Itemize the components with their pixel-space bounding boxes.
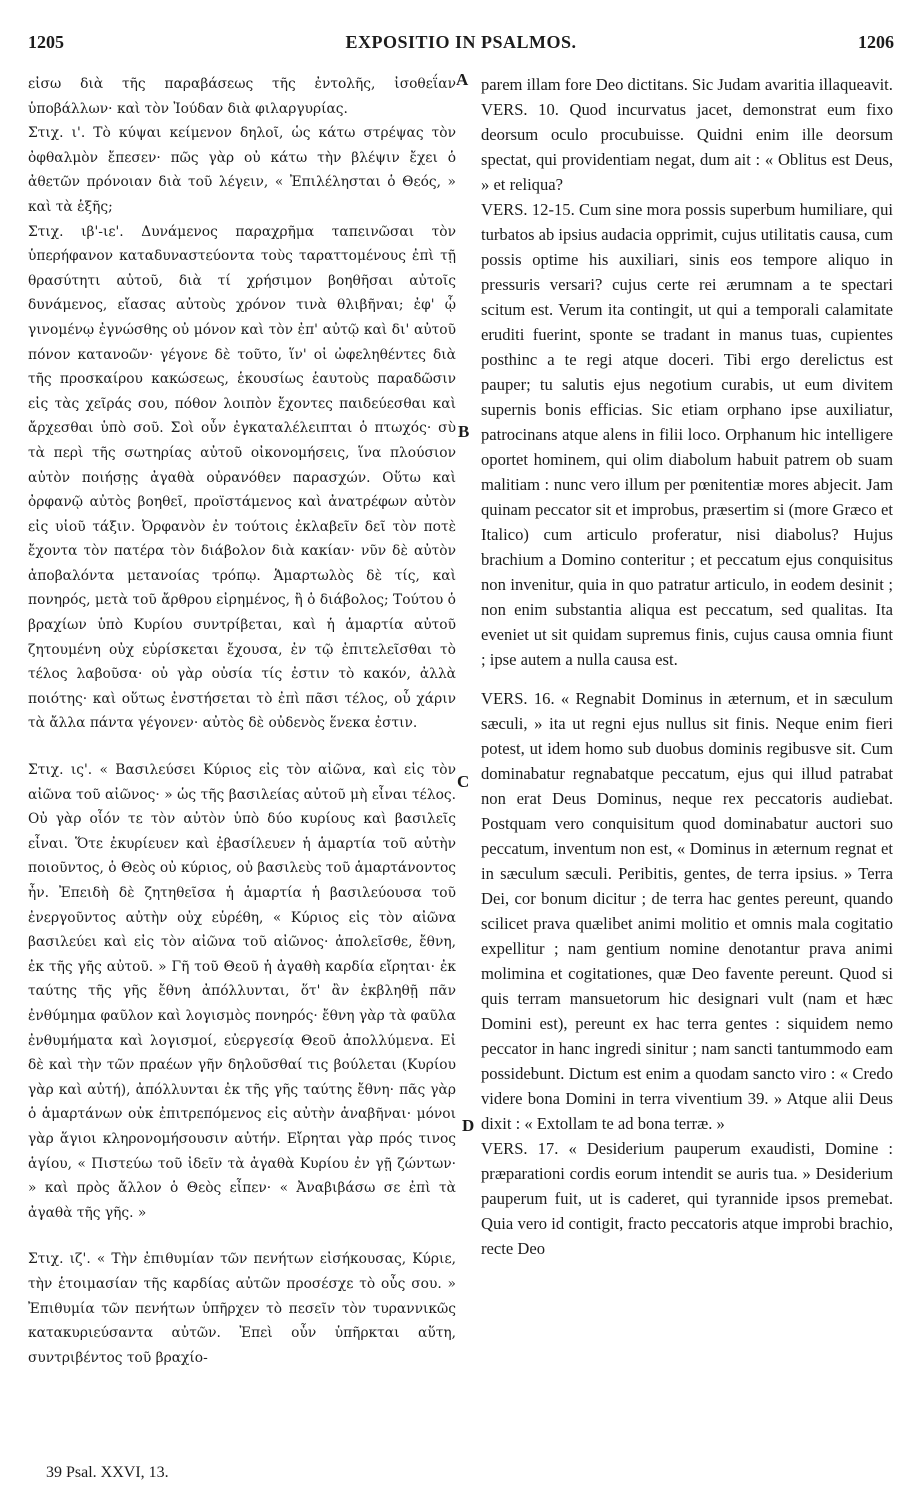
margin-letter-a: A — [456, 70, 469, 89]
latin-paragraph: parem illam fore Deo dictitans. Sic Judam avaritia illaqueavit. — [481, 75, 893, 94]
page-number-right: 1206 — [858, 32, 894, 52]
greek-paragraph: εἰσω διὰ τῆς παραβάσεως τῆς ἐντολῆς, ἰσοθεΐαν ὑποβάλλων· καὶ τὸν Ἰούδαν διὰ φιλαργυρίας. — [28, 76, 456, 117]
greek-paragraph: Στιχ. ι'. Τὸ κύψαι κείμενον δηλοῖ, ὡς κάτω στρέψας τὸν ὀφθαλμὸν ἔπεσεν· πῶς γὰρ οὐ κάτω τὴν βλέψιν ἔχει ὁ ἀθετῶν πρόνοιαν διὰ τοῦ λέγειν, « Ἐπιλέλησται ὁ Θεός, » καὶ τὰ ἑξῆς; — [28, 125, 456, 215]
greek-paragraph: Στιχ. ιζ'. « Τὴν ἐπιθυμίαν τῶν πενήτων εἰσήκουσας, Κύριε, τὴν ἑτοιμασίαν τῆς καρδίας αὐτῶν προσέσχε τὸ οὖς σου. » Ἐπιθυμία τῶν πενήτων ὑπῆρχεν τὸ πεσεῖν τὸν τυραννικῶς κατακυριεύσαντα αὐτῶν. Ἐπεὶ οὖν ὑπῆρκται αὕτη, συντριβέντος τοῦ βραχίο- — [28, 1251, 456, 1366]
greek-column — [28, 72, 456, 1370]
latin-paragraph: VERS. 10. Quod incurvatus jacet, demonstrat eum fixo deorsum oculo procubuisse. Quidni enim ille deorsum spectat, qui providentiam negat, dum ait : « Oblitus est Deus, » et reliqua? — [481, 100, 893, 194]
footnote: 39 Psal. XXVI, 13. — [46, 1464, 169, 1481]
latin-paragraph: VERS. 16. « Regnabit Dominus in æternum, et in sæculum sæculi, » ita ut regni ejus nullus sit finis. Neque enim fieri potest, ut idem homo sub duobus dominis regibusve sit. Cum dominabatur regnabatque peccatum, ejus qui illud patrabat non erat Deus Dominus, neque rex peccatoris audiebat. Postquam vero conquisitum quod dominabatur auctori suo peccatum, inventum non est, « Dominus in æternum regnat et in sæculum sæculi. Peribitis, gentes, de terra ipsius. » Terra Dei, cor bonum dicitur ; de terra hac gentes pereunt, quando scilicet prava quælibet animi molitio et omnis mala cogitatio expellitur ; nam gentium nomine denotantur prava animi molimina et cogitationes, quæ Deo favente pereunt. Quod si quis terram mansuetorum hic designari vult (nam et hæc Domini est), pereunt ex hac terra gentes : siquidem nemo peccator in hanc ingredi sinitur ; nam sancti tantummodo eam possidebunt. Dictum est enim a quodam sancto viro : « Credo videre bona Domini in terra viventium 39. » Atque alii Deus dixit : « Extollam te ad bona terræ. » — [481, 689, 893, 1133]
running-title: EXPOSITIO IN PSALMOS. — [345, 32, 577, 52]
latin-column — [481, 72, 893, 1261]
page-header — [28, 32, 894, 58]
page-number-left: 1205 — [28, 32, 64, 52]
greek-paragraph: Στιχ. ις'. « Βασιλεύσει Κύριος εἰς τὸν αἰῶνα, καὶ εἰς τὸν αἰῶνα τοῦ αἰῶνος· » ὡς τῆς βασιλείας αὐτοῦ μὴ εἶναι τέλος. Οὐ γὰρ οἷόν τε τὸν αὐτὸν ὑπὸ δύο κυρίους καὶ βασιλεῖς εἶναι. Ὅτε ἐκυρίευεν καὶ ἐβασίλευεν ἡ ἁμαρτία τοῦ αὐτὴν ποιοῦντος, ὁ Θεὸς οὐ κύριος, οὐ βασιλεὺς τοῦ ἁμαρτάνοντος ἦν. Ἐπειδὴ δὲ ζητηθεῖσα ἡ ἁμαρτία ἡ βασιλεύουσα τοῦ ἐνεργοῦντος αὐτὴν οὐχ εὑρέθη, « Κύριος εἰς τὸν αἰῶνα βασιλεύει καὶ εἰς τὸν αἰῶνα τοῦ αἰῶνος· ἀπολεῖσθε, ἔθνη, ἐκ τῆς γῆς αὐτοῦ. » Γῆ τοῦ Θεοῦ ἡ ἀγαθὴ καρδία εἴρηται· ἐκ ταύτης τῆς γῆς ἔθνη ἀπόλλυνται, ὅτ' ἂν ἐκβληθῇ πᾶν ἐνθύμημα φαῦλον καὶ λογισμὸς πονηρός· ἔθνη γὰρ τὰ φαῦλα ἐνθυμήματα καὶ λογισμοί, εὐεργεσίᾳ Θεοῦ ἀπολλύμενα. Εἰ δὲ καὶ τὴν τῶν πραέων γῆν δηλοῦσθαί τις βούλεται (Κυρίου γὰρ καὶ αὐτή), ἀπόλλυνται ἐκ τῆς γῆς ταύτης ἔθνη· πᾶς γὰρ ὁ ἁμαρτάνων οὐκ ἐπιτρεπόμενος εἰς αὐτὴν ἀναβῆναι· μόνοι γὰρ ἅγιοι κληρονομήσουσιν αὐτήν. Εἴρηται γὰρ πρός τινος ἁγίου, « Πιστεύω τοῦ ἰδεῖν τὰ ἀγαθὰ Κυρίου ἐν γῇ ζώντων· » καὶ πρὸς ἄλλον ὁ Θεὸς εἶπεν· « Ἀναβιβάσω σε ἐπὶ τὰ ἀγαθὰ τῆς γῆς. » — [28, 762, 456, 1221]
margin-letter-d: D — [462, 1116, 475, 1135]
latin-paragraph: VERS. 17. « Desiderium pauperum exaudisti, Domine : præparationi cordis eorum intendit se auris tua. » Desiderium pauperum fuit, ut is caderet, qui tyrannide ipsos premebat. Quia vero id contigit, fracto peccatoris atque improbi brachio, recte Deo — [481, 1139, 893, 1258]
latin-paragraph: VERS. 12-15. Cum sine mora possis superbum humiliare, qui turbatos ab ipsius audacia opprimit, cujus utilitatis causa, cum possis optime his auxiliari, sinis eos tempore aliquo in pressuris versari? cujus certe rei ærumnam a te spectari scitum est. Verum ita contingit, ut qui a temporali calamitate eruditi fuerint, sponte se tradant in manus tuas, cupientes posthinc a te regi atque doceri. Tibi ergo derelictus est pauper; tu salutis ejus negotium curabis, ut eum divitem supernis bonis efficias. Sic etiam orphano ipse auxiliatur, patrocinans atque alens in filii loco. Orphanum hic intelligere oportet hominem, qui olim diabolum habuit patrem ob suam malitiam : nunc vero illum per pœnitentiæ mores abjecit. Jam quinam peccator sit et improbus, præsertim si (more Græco et Italico) cum articulo proferatur, nisi diabolus? Hujus brachium a Domino conteritur ; et peccatum ejus conquisitus non invenitur, quia in quo patratur articulo, in eodem desinit ; non enim substantia aliqua est peccatum, sed qualitas. Ita eveniet ut sit quidam supremus finis, cujus causa omnia fiunt ; ipse autem a nulla causa est. — [481, 200, 893, 669]
margin-letter-b: B — [458, 422, 470, 441]
greek-paragraph: Στιχ. ιβ'-ιε'. Δυνάμενος παραχρῆμα ταπεινῶσαι τὸν ὑπερήφανον καταδυναστεύοντα τοὺς ταραττομένους ἐπὶ τῇ θρασύτητι αὐτοῦ, διὰ τί χρήσιμον βοηθῆσαι αὐτοῖς δυνάμενος, εἴασας αὐτοὺς χρόνον τινὰ θλιβῆναι; ἐφ' ᾧ γινομένῳ ἐγνώσθης οὐ μόνον καὶ τὸν ἐπ' αὐτῷ καὶ δι' αὐτοῦ πόνον κατανοῶν· γέγονε δὲ τοῦτο, ἵν' οἱ ὠφεληθέντες διὰ τῆς προσκαίρου κακώσεως, ἑκουσίως ἑαυτοὺς παραδῶσιν εἰς τὰς χεῖράς σου, πόθον λοιπὸν ἔχοντες παιδεύεσθαι καὶ ἄρχεσθαι ὑπὸ σοῦ. Σοὶ οὖν ἐγκαταλέλειπται ὁ πτωχός· σὺ τὰ περὶ τῆς σωτηρίας αὐτοῦ οἰκονομήσεις, ἵνα πλούσιον αὐτὸν ποιήσῃς ἀγαθὰ οὐρανόθεν παρασχών. Οὕτω καὶ ὀρφανῷ αὐτὸς βοηθεῖ, προϊστάμενος καὶ ἀνατρέφων αὐτὸν εἰς υἱοῦ τάξιν. Ὀρφανὸν ἐν τούτοις ἐκλαβεῖν δεῖ τὸν ποτὲ ἔχοντα τὸν πατέρα τὸν διάβολον διὰ κακίαν· νῦν δὲ αὐτὸν ἀποβαλόντα μετανοίας τρόπῳ. Ἁμαρτωλὸς δὲ τίς, καὶ πονηρός, μετὰ τοῦ ἄρθρου εἰρημένος, ἢ ὁ διάβολος; Τούτου ὁ βραχίων ὑπὸ Κυρίου συντρίβεται, καὶ ἡ ἁμαρτία αὐτοῦ ζητουμένη οὐχ εὑρίσκεται ἔχουσα, ἐν τῷ ἐπιτελεῖσθαι τὸ τέλος λαβοῦσα· οὐ γὰρ οὐσία τίς ἐστιν τὸ κακόν, ἀλλὰ ποιότης· καὶ οὕτως ἐνστήσεται τὸ ἐπὶ πᾶσι τέλος, οὗ χάριν τὰ ἄλλα πάντα γέγονεν· αὐτὸς δὲ οὐδενὸς ἕνεκα ἐστιν. — [28, 223, 456, 732]
margin-letter-c: C — [457, 772, 470, 791]
